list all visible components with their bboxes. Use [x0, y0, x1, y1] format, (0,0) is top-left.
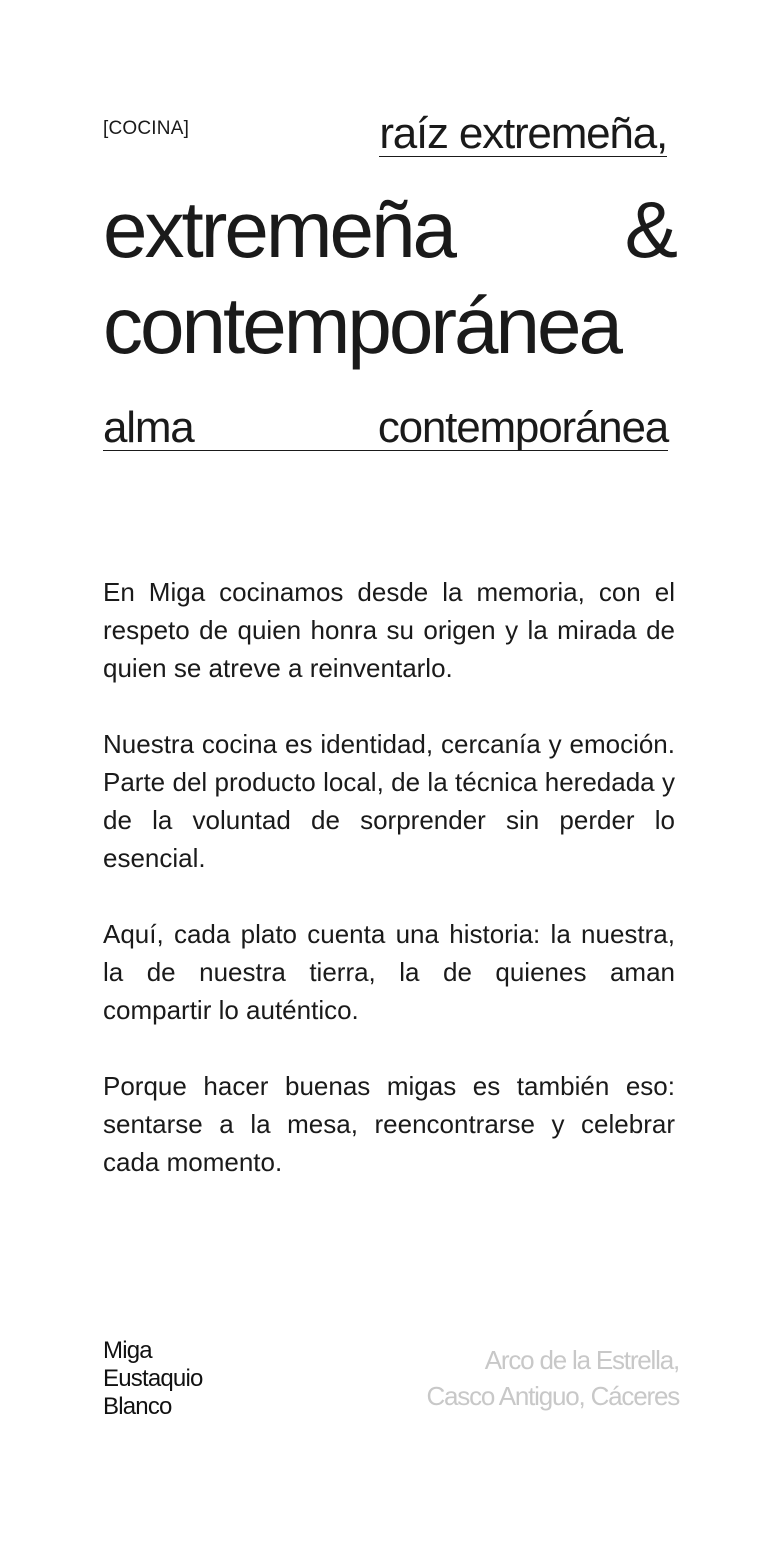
paragraph: Porque hacer buenas migas es también eso: sentarse a la mesa, reencontrarse y celebrar cada momento.	[103, 1071, 675, 1177]
page	[103, 0, 679, 1566]
headline-word-extremena: extremeña	[103, 185, 454, 274]
tagline-bottom-right: contemporánea	[377, 403, 668, 452]
paragraph: En Miga cocinamos desde la memoria, con el respeto de quien honra su origen y la mirada de quien se atreve a reinventarlo.	[103, 577, 675, 683]
paragraph: Aquí, cada plato cuenta una historia: la nuestra, la de nuestra tierra, la de quienes aman compartir lo auténtico.	[103, 919, 675, 1025]
headline-word-contemporanea: contemporánea	[103, 281, 620, 370]
brand-line: Blanco	[103, 1393, 172, 1420]
address-line: Arco de la Estrella,	[484, 1345, 679, 1375]
brand-line: Eustaquio	[103, 1365, 203, 1392]
tagline-top	[379, 108, 667, 160]
headline-ampersand: &	[624, 185, 675, 274]
brand-line: Miga	[103, 1337, 152, 1364]
headline-row-2	[103, 278, 675, 374]
headline-row-1	[103, 182, 675, 278]
tagline-bottom-left: alma	[103, 403, 194, 452]
tagline-bottom	[103, 402, 668, 451]
address-line: Casco Antiguo, Cáceres	[426, 1381, 679, 1411]
paragraph: Nuestra cocina es identidad, cercanía y emoción. Parte del producto local, de la técnica heredada y de la voluntad de sorprender sin perder lo esencial.	[103, 729, 675, 873]
body-text	[103, 573, 675, 1219]
address	[426, 1342, 679, 1414]
brand-name	[103, 1337, 203, 1421]
section-tag: [COCINA]	[103, 118, 190, 139]
tagline-top-text: raíz extremeña,	[379, 109, 667, 158]
